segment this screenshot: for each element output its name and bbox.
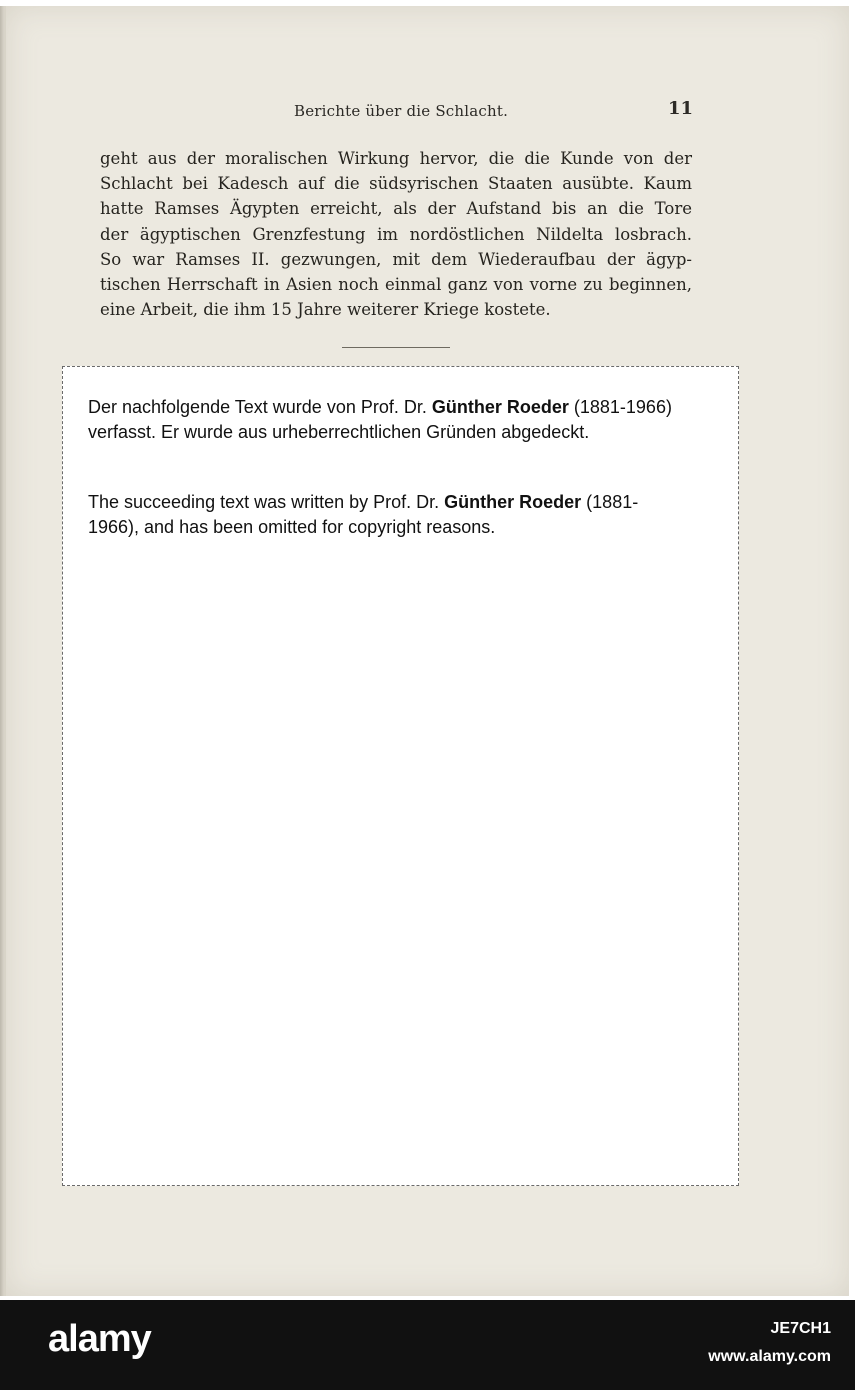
notice-german-text: Der nachfolgende Text wurde von Prof. Dr. [88, 397, 432, 417]
body-line: hatte Ramses Ägypten erreicht, als der Aufstand bis an die Tore [100, 199, 692, 219]
section-divider [342, 347, 450, 348]
notice-german [88, 395, 688, 445]
brand-logo: alamy [48, 1318, 151, 1360]
notice-english-author: Günther Roeder [444, 492, 582, 512]
notice-english [88, 490, 688, 540]
page-number: 11 [668, 98, 694, 119]
notice-english-text-end: (1881-1966), and has been omitted for copyright reasons. [88, 492, 639, 537]
notice-english-text: The succeeding text was written by Prof. Dr. [88, 492, 445, 512]
copyright-notice-box [62, 366, 739, 1186]
image-id: JE7CH1 [770, 1320, 831, 1337]
body-paragraph [100, 146, 692, 322]
body-line: tischen Herrschaft in Asien noch einmal ganz von vorne zu beginnen, [100, 275, 692, 295]
notice-german-author: Günther Roeder [431, 397, 569, 417]
notice-german-text-end: (1881-1966) verfasst. Er wurde aus urheberrechtlichen Gründen abgedeckt. [88, 397, 672, 442]
body-line: geht aus der moralischen Wirkung hervor, die die Kunde von der [100, 149, 692, 168]
stock-footer-bar [0, 1300, 855, 1390]
body-line: der ägyptischen Grenzfestung im nordöstlichen Nildelta losbrach. [100, 224, 692, 244]
body-line: Schlacht bei Kadesch auf die südsyrischen Staaten ausübte. Kaum [100, 174, 692, 194]
running-title: Berichte über die Schlacht. [294, 102, 509, 120]
site-url-link[interactable]: www.alamy.com [708, 1348, 831, 1365]
body-line: So war Ramses II. gezwungen, mit dem Wiederaufbau der ägyp- [100, 249, 692, 269]
body-line: eine Arbeit, die ihm 15 Jahre weiterer Kriege kostete. [100, 300, 551, 320]
